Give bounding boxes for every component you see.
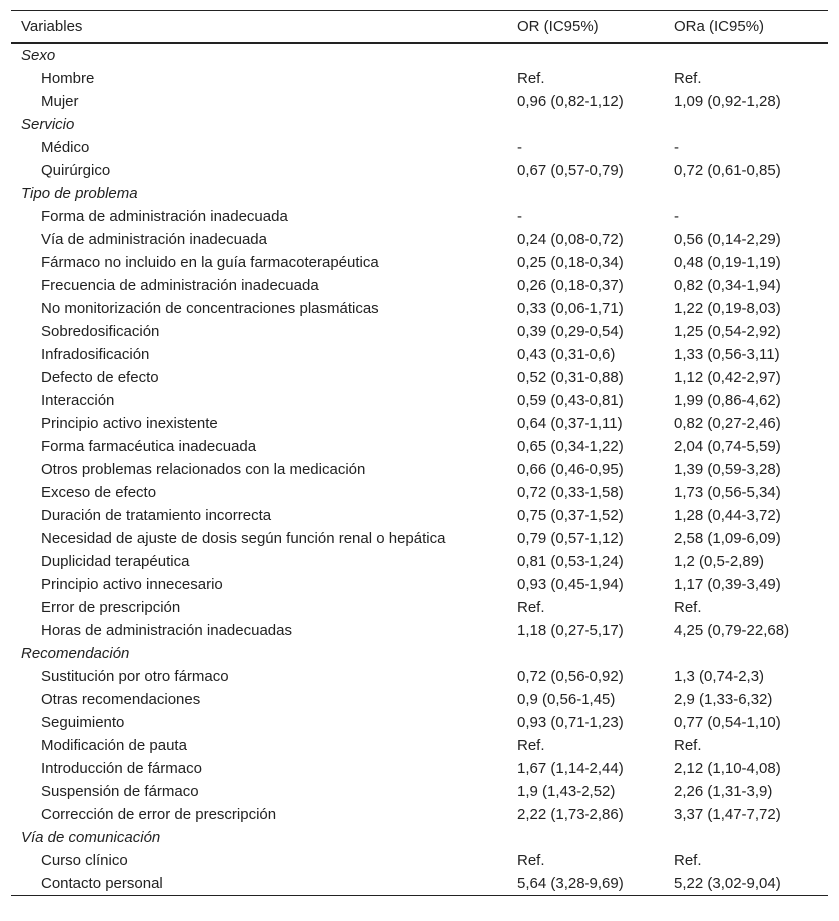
row-or-value: -	[517, 139, 522, 156]
row-ora-value: 1,99 (0,86-4,62)	[674, 392, 781, 409]
row-or-value: 2,22 (1,73-2,86)	[517, 806, 624, 823]
row-variable-label: Médico	[41, 139, 90, 156]
row-variable-label: Duplicidad terapéutica	[41, 553, 190, 570]
row-variable-label: Exceso de efecto	[41, 484, 157, 501]
table-row	[11, 320, 828, 343]
row-ora-value: 0,56 (0,14-2,29)	[674, 231, 781, 248]
row-or-value: 0,72 (0,56-0,92)	[517, 668, 624, 685]
row-variable-label: Interacción	[41, 392, 115, 409]
row-variable-label: Fármaco no incluido en la guía farmacoterapéutica	[41, 254, 379, 271]
row-ora-value: 1,25 (0,54-2,92)	[674, 323, 781, 340]
table-row	[11, 665, 828, 688]
table-row	[11, 757, 828, 780]
row-or-value: 0,52 (0,31-0,88)	[517, 369, 624, 386]
section-title: Servicio	[21, 116, 75, 133]
table-row	[11, 389, 828, 412]
table-row	[11, 596, 828, 619]
row-variable-label: Introducción de fármaco	[41, 760, 202, 777]
row-or-value: 1,9 (1,43-2,52)	[517, 783, 616, 800]
row-variable-label: Error de prescripción	[41, 599, 181, 616]
row-variable-label: Necesidad de ajuste de dosis según función renal o hepática	[41, 530, 446, 547]
row-variable-label: Principio activo innecesario	[41, 576, 223, 593]
section-title: Recomendación	[21, 645, 130, 662]
table-row	[11, 872, 828, 896]
row-ora-value: 1,12 (0,42-2,97)	[674, 369, 781, 386]
row-or-value: Ref.	[517, 70, 545, 87]
row-or-value: Ref.	[517, 852, 545, 869]
row-ora-value: 1,33 (0,56-3,11)	[674, 346, 780, 363]
row-or-value: 0,96 (0,82-1,12)	[517, 93, 624, 110]
row-ora-value: -	[674, 139, 679, 156]
table-row	[11, 274, 828, 297]
row-variable-label: Frecuencia de administración inadecuada	[41, 277, 319, 294]
row-or-value: 0,75 (0,37-1,52)	[517, 507, 624, 524]
row-or-value: 0,93 (0,45-1,94)	[517, 576, 624, 593]
row-or-value: 0,79 (0,57-1,12)	[517, 530, 624, 547]
row-ora-value: 1,39 (0,59-3,28)	[674, 461, 781, 478]
table-row	[11, 297, 828, 320]
row-or-value: 0,43 (0,31-0,6)	[517, 346, 616, 363]
table-row	[11, 688, 828, 711]
results-table-container	[11, 10, 828, 896]
row-ora-value: 1,2 (0,5-2,89)	[674, 553, 765, 570]
row-ora-value: 2,26 (1,31-3,9)	[674, 783, 773, 800]
row-variable-label: Quirúrgico	[41, 162, 111, 179]
section-header-row	[11, 43, 828, 67]
row-ora-value: 1,22 (0,19-8,03)	[674, 300, 781, 317]
table-header	[11, 11, 828, 44]
row-variable-label: Curso clínico	[41, 852, 128, 869]
section-header-row	[11, 182, 828, 205]
table-row	[11, 550, 828, 573]
row-variable-label: Infradosificación	[41, 346, 150, 363]
table-row	[11, 711, 828, 734]
row-or-value: 1,18 (0,27-5,17)	[517, 622, 624, 639]
row-ora-value: 1,28 (0,44-3,72)	[674, 507, 781, 524]
table-row	[11, 251, 828, 274]
table-row	[11, 527, 828, 550]
row-or-value: Ref.	[517, 599, 545, 616]
row-ora-value: 1,17 (0,39-3,49)	[674, 576, 781, 593]
table-row	[11, 136, 828, 159]
table-row	[11, 619, 828, 642]
section-title: Sexo	[21, 47, 56, 64]
row-ora-value: 1,73 (0,56-5,34)	[674, 484, 781, 501]
header-variables: Variables	[21, 18, 83, 35]
table-row	[11, 573, 828, 596]
section-title: Tipo de problema	[21, 185, 138, 202]
odds-ratio-table	[11, 10, 828, 896]
row-or-value: 0,24 (0,08-0,72)	[517, 231, 624, 248]
row-variable-label: Defecto de efecto	[41, 369, 159, 386]
row-variable-label: Sustitución por otro fármaco	[41, 668, 229, 685]
table-row	[11, 159, 828, 182]
header-row	[11, 11, 828, 44]
row-ora-value: 1,3 (0,74-2,3)	[674, 668, 765, 685]
row-ora-value: Ref.	[674, 852, 702, 869]
row-variable-label: Vía de administración inadecuada	[41, 231, 267, 248]
row-or-value: 0,81 (0,53-1,24)	[517, 553, 624, 570]
row-variable-label: Otros problemas relacionados con la medicación	[41, 461, 366, 478]
row-or-value: 0,93 (0,71-1,23)	[517, 714, 624, 731]
table-row	[11, 343, 828, 366]
row-variable-label: Modificación de pauta	[41, 737, 187, 754]
table-row	[11, 849, 828, 872]
row-variable-label: Duración de tratamiento incorrecta	[41, 507, 272, 524]
table-row	[11, 780, 828, 803]
row-ora-value: 0,77 (0,54-1,10)	[674, 714, 781, 731]
row-or-value: 0,9 (0,56-1,45)	[517, 691, 616, 708]
row-ora-value: 0,72 (0,61-0,85)	[674, 162, 781, 179]
row-ora-value: 4,25 (0,79-22,68)	[674, 622, 790, 639]
row-or-value: 0,39 (0,29-0,54)	[517, 323, 624, 340]
row-or-value: 0,64 (0,37-1,11)	[517, 415, 623, 432]
row-ora-value: 2,04 (0,74-5,59)	[674, 438, 781, 455]
row-ora-value: 3,37 (1,47-7,72)	[674, 806, 781, 823]
table-row	[11, 205, 828, 228]
row-or-value: 0,33 (0,06-1,71)	[517, 300, 624, 317]
row-variable-label: Principio activo inexistente	[41, 415, 218, 432]
table-body	[11, 43, 828, 896]
section-title: Vía de comunicación	[21, 829, 161, 846]
row-or-value: 0,59 (0,43-0,81)	[517, 392, 624, 409]
row-variable-label: Contacto personal	[41, 875, 163, 892]
row-or-value: Ref.	[517, 737, 545, 754]
header-or: OR (IC95%)	[517, 18, 599, 35]
row-ora-value: Ref.	[674, 70, 702, 87]
row-or-value: 0,66 (0,46-0,95)	[517, 461, 624, 478]
row-ora-value: 2,9 (1,33-6,32)	[674, 691, 773, 708]
section-header-row	[11, 642, 828, 665]
table-row	[11, 412, 828, 435]
row-or-value: 0,26 (0,18-0,37)	[517, 277, 624, 294]
header-ora: ORa (IC95%)	[674, 18, 765, 35]
row-ora-value: Ref.	[674, 599, 702, 616]
row-ora-value: 0,82 (0,34-1,94)	[674, 277, 781, 294]
row-variable-label: Sobredosificación	[41, 323, 160, 340]
row-variable-label: Forma farmacéutica inadecuada	[41, 438, 257, 455]
table-row	[11, 228, 828, 251]
row-variable-label: No monitorización de concentraciones plasmáticas	[41, 300, 379, 317]
table-row	[11, 504, 828, 527]
row-ora-value: 0,82 (0,27-2,46)	[674, 415, 781, 432]
row-or-value: 1,67 (1,14-2,44)	[517, 760, 624, 777]
row-variable-label: Mujer	[41, 93, 79, 110]
row-ora-value: 5,22 (3,02-9,04)	[674, 875, 781, 892]
table-row	[11, 366, 828, 389]
row-or-value: 0,25 (0,18-0,34)	[517, 254, 624, 271]
row-or-value: 5,64 (3,28-9,69)	[517, 875, 624, 892]
row-variable-label: Seguimiento	[41, 714, 125, 731]
row-or-value: 0,67 (0,57-0,79)	[517, 162, 624, 179]
table-row	[11, 435, 828, 458]
row-ora-value: 2,12 (1,10-4,08)	[674, 760, 781, 777]
table-row	[11, 458, 828, 481]
row-ora-value: 0,48 (0,19-1,19)	[674, 254, 781, 271]
row-variable-label: Forma de administración inadecuada	[41, 208, 288, 225]
row-ora-value: 2,58 (1,09-6,09)	[674, 530, 781, 547]
table-row	[11, 90, 828, 113]
table-row	[11, 481, 828, 504]
section-header-row	[11, 113, 828, 136]
row-variable-label: Hombre	[41, 70, 95, 87]
row-ora-value: Ref.	[674, 737, 702, 754]
row-variable-label: Corrección de error de prescripción	[41, 806, 277, 823]
row-or-value: -	[517, 208, 522, 225]
table-row	[11, 734, 828, 757]
row-variable-label: Otras recomendaciones	[41, 691, 201, 708]
row-variable-label: Suspensión de fármaco	[41, 783, 199, 800]
row-variable-label: Horas de administración inadecuadas	[41, 622, 292, 639]
section-header-row	[11, 826, 828, 849]
table-row	[11, 67, 828, 90]
row-ora-value: 1,09 (0,92-1,28)	[674, 93, 781, 110]
row-or-value: 0,72 (0,33-1,58)	[517, 484, 624, 501]
row-ora-value: -	[674, 208, 679, 225]
table-row	[11, 803, 828, 826]
row-or-value: 0,65 (0,34-1,22)	[517, 438, 624, 455]
